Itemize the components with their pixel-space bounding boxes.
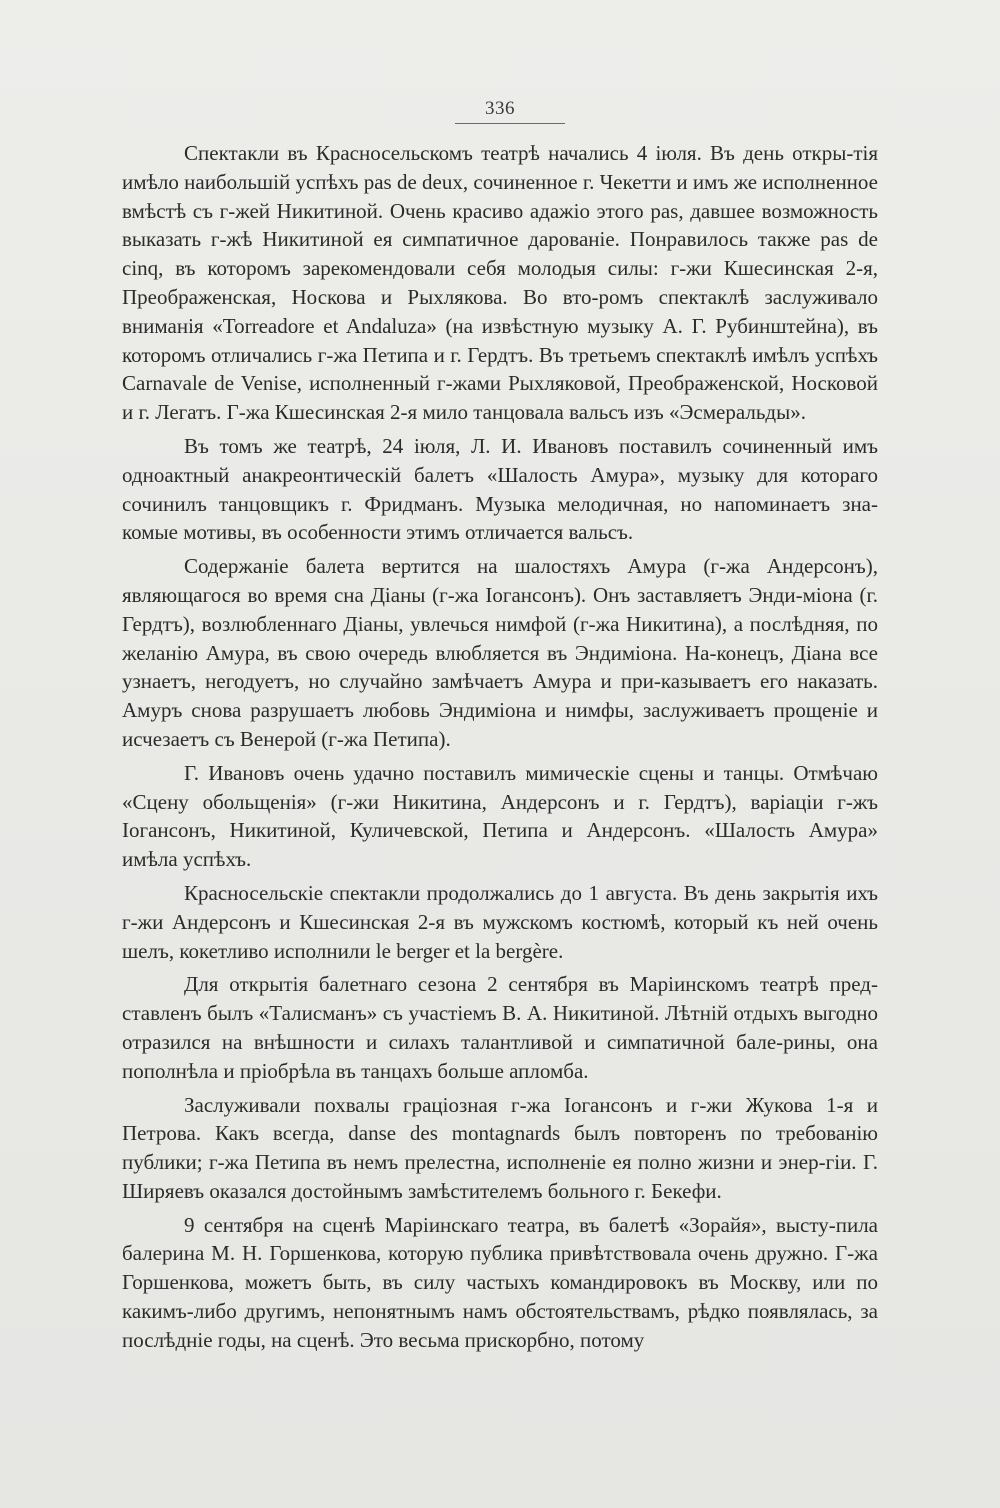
paragraph: Заслуживали похвалы граціозная г-жа Іогансонъ и г-жи Жукова 1-я и Петрова. Какъ всегда, danse des montagnards былъ повторенъ по требованію публики; г-жа Петипа въ немъ прелестна, исполненіе ея полно жизни и энер-гіи. Г. Ширяевъ оказался достойнымъ замѣстителемъ больного г. Бекефи. <box>122 1092 878 1203</box>
paragraph: 9 сентября на сценѣ Маріинскаго театра, въ балетѣ «Зорайя», высту-пила балерина М. Н. Горшенкова, которую публика привѣтствовала очень дружно. Г-жа Горшенкова, можетъ быть, въ силу частыхъ командировокъ въ Москву, или по какимъ-либо другимъ, непонятнымъ намъ обстоятельствамъ, рѣдко появлялась, за послѣдніе годы, на сценѣ. Это весьма прискорбно, потому <box>122 1212 878 1352</box>
paragraph: Г. Ивановъ очень удачно поставилъ мимическіе сцены и танцы. Отмѣчаю «Сцену обольщенія» (г-жи Никитина, Андерсонъ и г. Гердтъ), варіаціи г-жъ Іогансонъ, Никитиной, Куличевской, Петипа и Андерсонъ. «Шалость Амура» имѣла успѣхъ. <box>122 760 878 872</box>
text-body <box>122 139 878 1360</box>
paragraph: Красносельскіе спектакли продолжались до 1 августа. Въ день закрытія ихъ г-жи Андерсонъ и Кшесинская 2-я въ мужскомъ костюмѣ, который къ ней очень шелъ, кокетливо исполнили le berger et la bergère. <box>122 880 878 963</box>
page-number-rule <box>455 123 565 124</box>
paragraph: Въ томъ же театрѣ, 24 іюля, Л. И. Ивановъ поставилъ сочиненный имъ одноактный анакреонтическій балетъ «Шалость Амура», музыку для котораго сочинилъ танцовщикъ г. Фридманъ. Музыка мелодичная, но напоминаетъ зна-комые мотивы, въ особенности этимъ отличается вальсъ. <box>122 433 878 545</box>
paragraph: Для открытія балетнаго сезона 2 сентября въ Маріинскомъ театрѣ пред-ставленъ былъ «Талисманъ» съ участіемъ В. А. Никитиной. Лѣтній отдыхъ выгодно отразился на внѣшности и силахъ талантливой и симпатичной бале-рины, она пополнѣла и пріобрѣла въ танцахъ больше апломба. <box>122 972 878 1083</box>
paragraph: Спектакли въ Красносельскомъ театрѣ начались 4 іюля. Въ день откры-тія имѣло наибольшій успѣхъ pas de deux, сочиненное г. Чекетти и имъ же исполненное вмѣстѣ съ г-жей Никитиной. Очень красиво адажіо этого pas, давшее возможность выказать г-жѣ Никитиной ея симпатичное дарованіе. Понравилось также pas de cinq, въ которомъ зарекомендовали себя молодыя силы: г-жи Кшесинская 2-я, Преображенская, Носкова и Рыхлякова. Во вто-ромъ спектаклѣ заслуживало вниманія «Torreadore et Andaluza» (на извѣстную музыку А. Г. Рубинштейна), въ которомъ отличались г-жа Петипа и г. Гердтъ. Въ третьемъ спектаклѣ имѣлъ успѣхъ Carnavale de Venise, исполненный г-жами Рыхляковой, Преображенской, Носковой и г. Легатъ. Г-жа Кшесинская 2-я мило танцовала вальсъ изъ «Эсмеральды». <box>122 141 878 425</box>
paragraph: Содержаніе балета вертится на шалостяхъ Амура (г-жа Андерсонъ), являющагося во время сна Діаны (г-жа Іогансонъ). Онъ заставляетъ Энди-міона (г. Гердтъ), возлюбленнаго Діаны, увлечься нимфой (г-жа Никитина), а послѣдняя, по желанію Амура, въ свою очередь влюбляется въ Эндиміона. На-конецъ, Діана все узнаетъ, негодуетъ, но случайно замѣчаетъ Амура и при-казываетъ его наказать. Амуръ снова разрушаетъ любовь Эндиміона и нимфы, заслуживаетъ прощеніе и исчезаетъ съ Венерой (г-жа Петипа). <box>122 554 878 751</box>
page-number: 336 <box>485 98 515 119</box>
